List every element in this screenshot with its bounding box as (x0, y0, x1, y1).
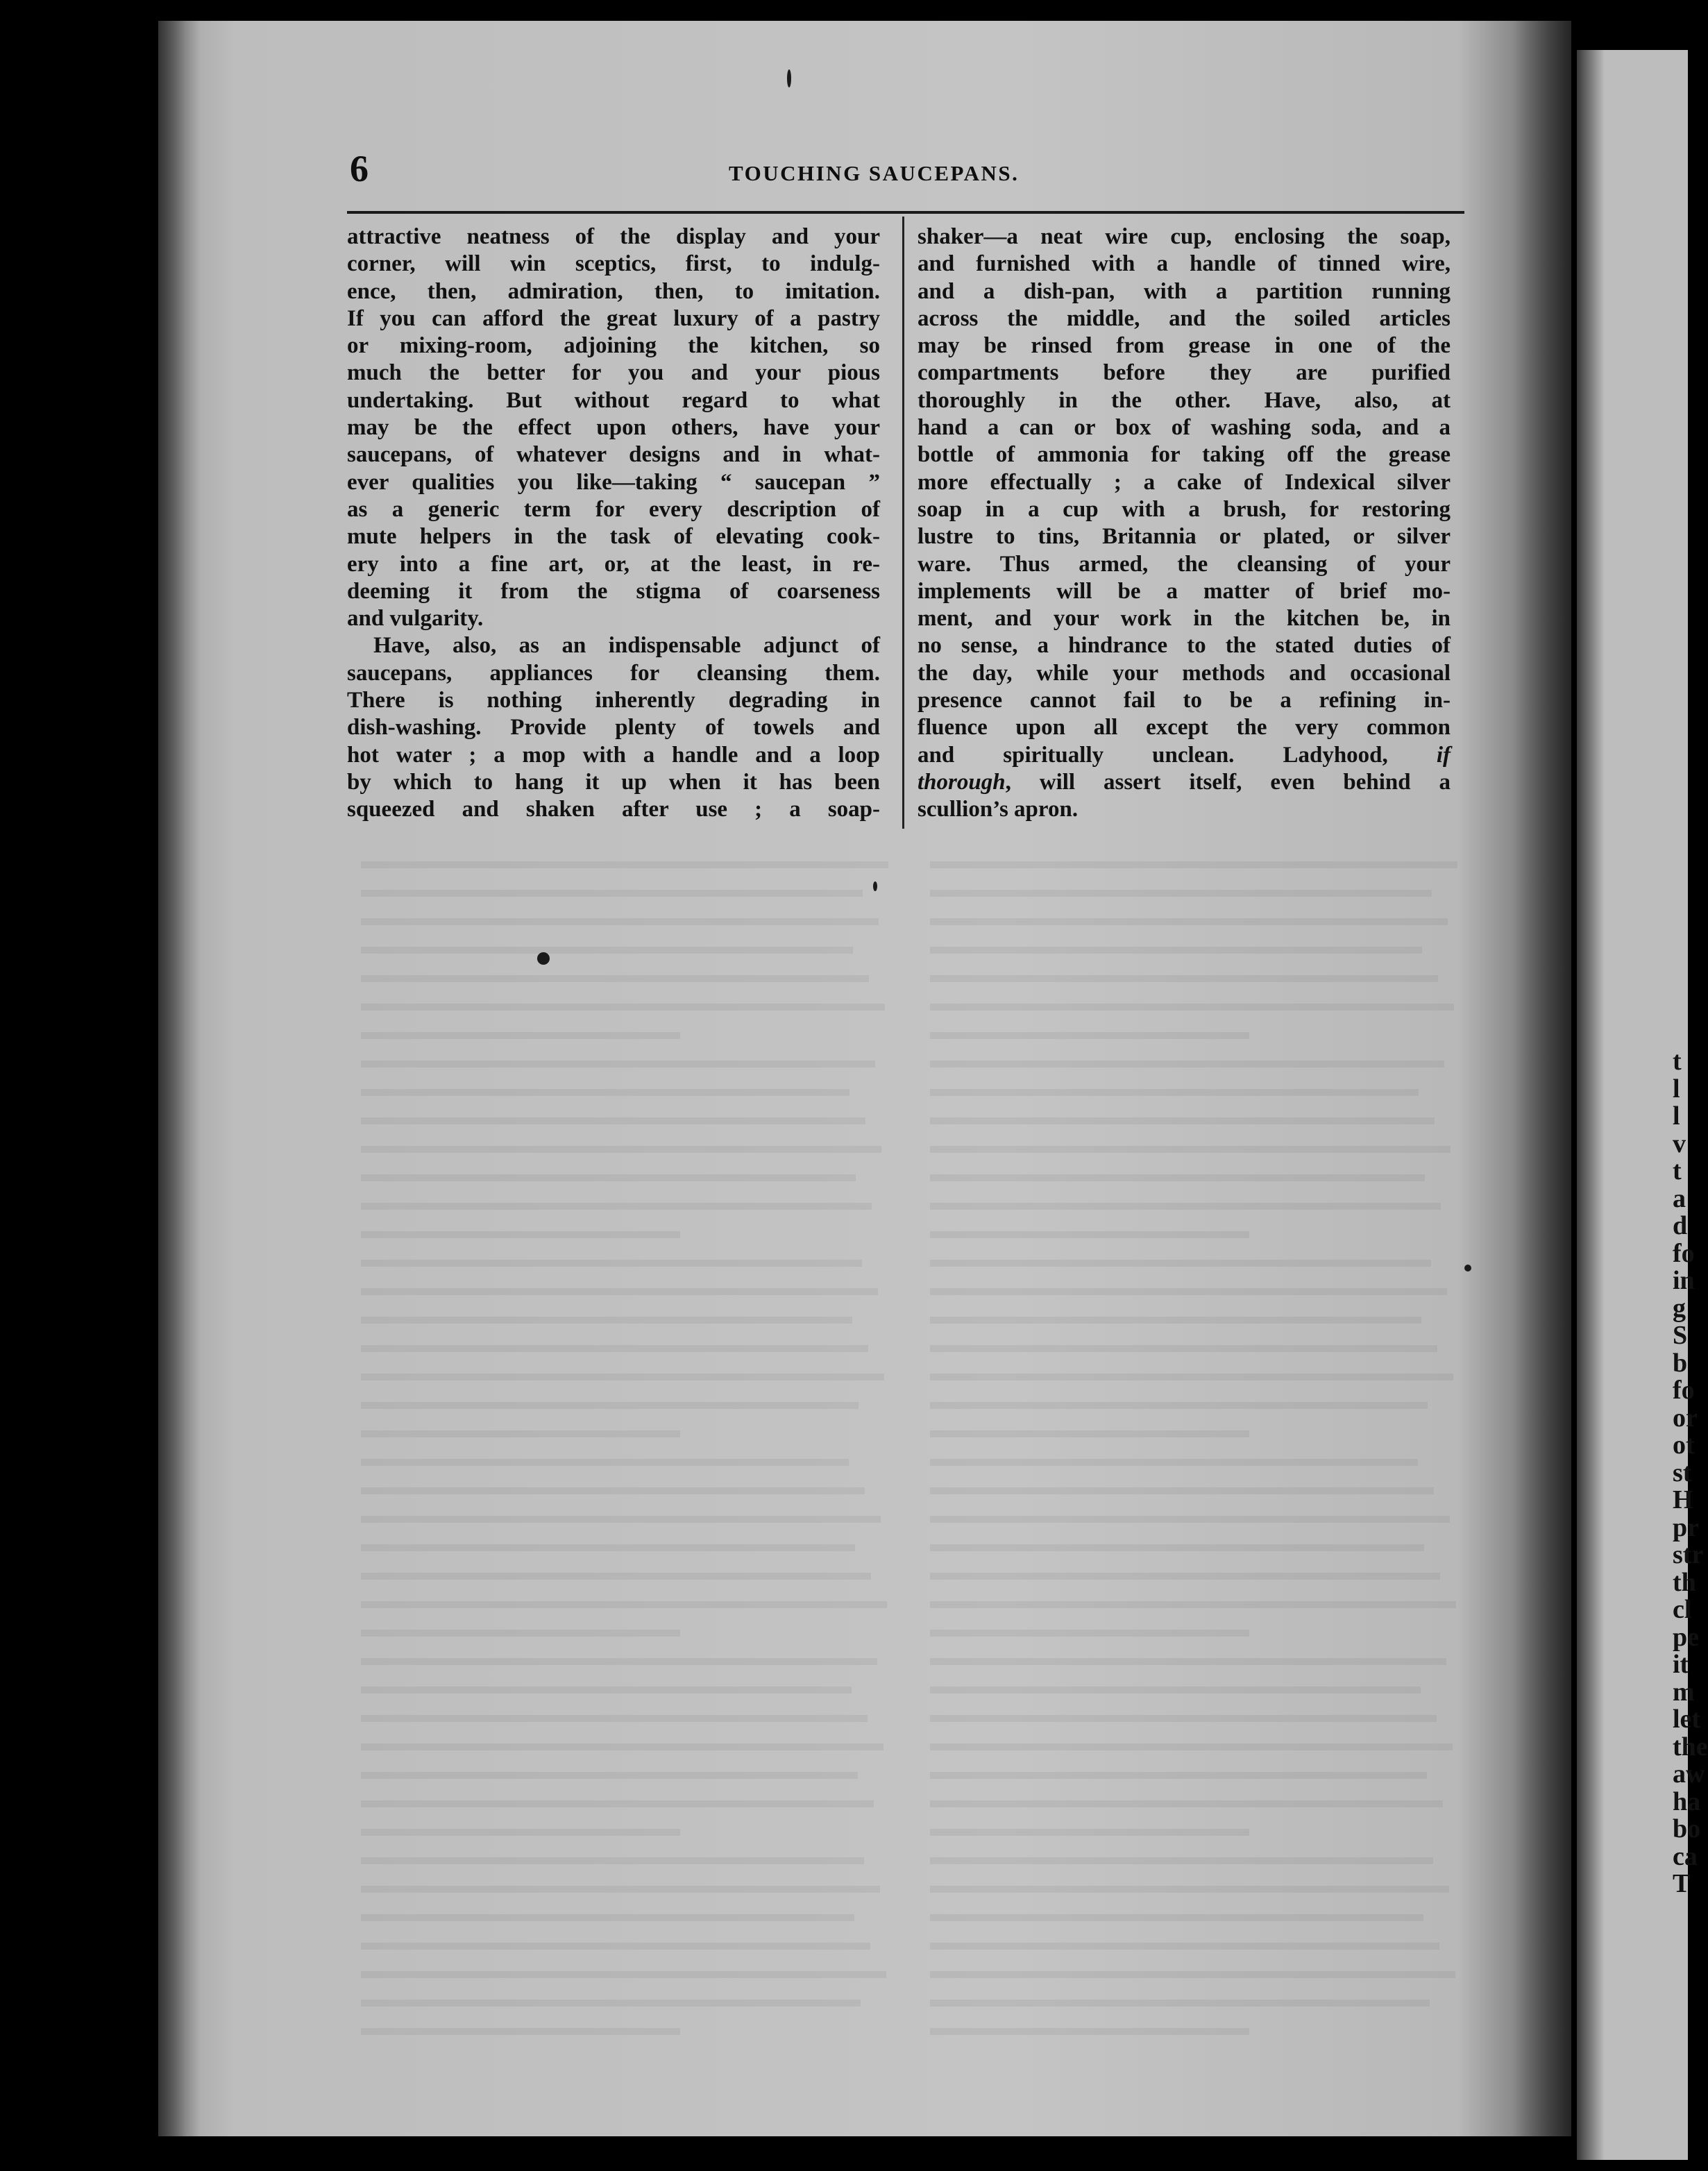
bleed-line (361, 1437, 849, 1466)
bleed-line (930, 1893, 1423, 1921)
text-line: saucepans, appliances for cleansing them. (347, 660, 880, 686)
fragment-letters: th (1673, 1567, 1696, 1597)
text-line: across the middle, and the soiled articles (918, 305, 1451, 331)
fragment-letters: ca (1673, 1841, 1698, 1871)
fragment-letters: d (1673, 1211, 1688, 1240)
text-line: ence, then, admiration, then, to imitation. (347, 278, 880, 304)
bleed-line (361, 1893, 854, 1921)
fragment-letters: m (1673, 1677, 1695, 1707)
bleed-line (361, 1665, 852, 1693)
bleed-line (930, 1551, 1440, 1580)
fragment-letters: pe (1673, 1622, 1699, 1652)
bleed-line (361, 1324, 868, 1352)
bleed-line (361, 1124, 881, 1153)
fragment-letters: l (1673, 1101, 1680, 1131)
bleed-line (361, 2007, 680, 2035)
bleed-line (930, 1807, 1249, 1836)
bleed-line (930, 1523, 1424, 1551)
bleed-line (930, 1409, 1249, 1437)
bleed-line (361, 868, 863, 897)
bleed-line (361, 1153, 856, 1181)
text-line: and furnished with a handle of tinned wire, (918, 251, 1451, 277)
fragment-letters: t (1673, 1156, 1682, 1185)
text-line: or mixing-room, adjoining the kitchen, so (347, 333, 880, 359)
text-line: scullion’s apron. (918, 797, 1079, 822)
bleed-line (361, 1608, 680, 1637)
bleed-line (361, 1067, 849, 1096)
bleed-line (930, 1722, 1453, 1750)
bleed-line (361, 1409, 680, 1437)
bleed-line (361, 897, 879, 925)
bleed-line (930, 954, 1438, 982)
bleed-line (930, 1750, 1427, 1779)
bleed-line (361, 1779, 874, 1807)
bleed-line (361, 1039, 875, 1067)
text-line-with-italic (918, 742, 1451, 769)
text-line: There is nothing inherently degrading in (347, 688, 880, 713)
fragment-letters: the (1673, 1732, 1708, 1762)
bleed-line (930, 1380, 1428, 1409)
dust-speck (787, 69, 791, 87)
bleed-line (930, 1494, 1450, 1523)
bleed-line (930, 1921, 1439, 1950)
bleed-line (361, 954, 869, 982)
bleed-line (361, 1950, 886, 1978)
text-line-with-italic (918, 769, 1451, 796)
bleed-line (930, 1011, 1249, 1039)
fragment-letters: S (1673, 1321, 1688, 1350)
bleed-line (930, 1039, 1444, 1067)
text-line: ery into a fine art, or, at the least, in re- (347, 551, 880, 577)
bleed-line (361, 1864, 880, 1893)
italic-word: if (1436, 742, 1451, 768)
page-number: 6 (350, 148, 369, 189)
bleed-through-texture (361, 840, 888, 2020)
text-line: ware. Thus armed, the cleansing of your (918, 551, 1451, 577)
text-line: mute helpers in the task of elevating cook- (347, 524, 880, 550)
text-line: corner, will win sceptics, first, to indulg- (347, 251, 880, 277)
fragment-letters: bo (1673, 1814, 1701, 1843)
text-line: the day, while your methods and occasional (918, 660, 1451, 686)
italic-word: thorough (918, 769, 1006, 795)
bleed-line (361, 1551, 871, 1580)
bleed-line (930, 2007, 1249, 2035)
bleed-line (930, 1096, 1435, 1124)
bleed-line (361, 1693, 868, 1722)
bleed-line (361, 1466, 865, 1494)
bleed-line (930, 1352, 1453, 1380)
text-line: shaker—a neat wire cup, enclosing the soap, (918, 224, 1451, 249)
page-gutter-shadow (158, 21, 200, 2136)
bleed-line (930, 1067, 1419, 1096)
text-line: compartments before they are purified (918, 360, 1451, 386)
fragment-letters: a (1673, 1183, 1686, 1213)
bleed-line (930, 982, 1454, 1011)
text-segment: , will assert itself, even behind a (1005, 769, 1451, 795)
text-line: bottle of ammonia for taking off the grease (918, 442, 1451, 468)
bleed-line (930, 1637, 1446, 1665)
fragment-letters: b (1673, 1348, 1688, 1378)
bleed-line (930, 1181, 1441, 1210)
fragment-letters: aw (1673, 1759, 1705, 1789)
fragment-letters: T (1673, 1869, 1691, 1898)
dust-speck (537, 952, 550, 965)
fragment-letters: H (1673, 1485, 1693, 1514)
text-line: attractive neatness of the display and your (347, 224, 880, 249)
bleed-line (930, 1693, 1437, 1722)
fragment-letters: fo (1673, 1238, 1695, 1268)
bleed-line (930, 1267, 1447, 1295)
bleed-line (361, 1267, 878, 1295)
bleed-line (930, 1437, 1418, 1466)
bleed-line (930, 1950, 1455, 1978)
running-title: TOUCHING SAUCEPANS. (729, 161, 1020, 185)
fragment-letters: l (1673, 1074, 1680, 1104)
bleed-line (361, 1722, 883, 1750)
right-text-column (918, 223, 1451, 824)
text-line: by which to hang it up when it has been (347, 769, 880, 795)
text-line: deeming it from the stigma of coarseness (347, 578, 880, 604)
bleed-line (361, 840, 888, 868)
bleed-line (930, 1978, 1430, 2007)
fragment-letters: v (1673, 1129, 1686, 1158)
fragment-letters: st (1673, 1458, 1692, 1487)
text-line: no sense, a hindrance to the stated duties of (918, 633, 1451, 659)
bleed-line (930, 1295, 1421, 1324)
bleed-line (361, 1807, 680, 1836)
fragment-letters: ha (1673, 1786, 1701, 1816)
header-rule (347, 211, 1464, 214)
fragment-letters: it (1673, 1650, 1689, 1679)
left-text-column (347, 223, 880, 824)
text-line: dish-washing. Provide plenty of towels and (347, 715, 880, 741)
bleed-line (361, 1580, 887, 1608)
bleed-line (930, 1153, 1425, 1181)
bleed-line (361, 1238, 862, 1267)
fragment-letters: str (1673, 1540, 1704, 1569)
bleed-line (361, 1352, 884, 1380)
text-line: soap in a cup with a brush, for restoring (918, 496, 1451, 522)
text-line: hand a can or box of washing soda, and a (918, 415, 1451, 441)
fragment-letters: let (1673, 1705, 1701, 1734)
bleed-line (361, 1210, 680, 1238)
bleed-line (930, 897, 1448, 925)
bleed-line (930, 1779, 1443, 1807)
fragment-letters: pr (1673, 1512, 1699, 1542)
text-line: much the better for you and your pious (347, 360, 880, 386)
text-line: lustre to tins, Britannia or plated, or silver (918, 524, 1451, 550)
adjacent-page-text-fragment (1673, 1047, 1708, 1898)
bleed-line (930, 1466, 1434, 1494)
bleed-line (361, 1523, 855, 1551)
bleed-line (930, 1124, 1451, 1153)
dust-speck (1464, 1265, 1471, 1272)
fragment-letters: t (1673, 1047, 1682, 1076)
bleed-through-texture (930, 840, 1457, 1950)
text-line: undertaking. But without regard to what (347, 387, 880, 413)
bleed-line (361, 1978, 861, 2007)
bleed-line (361, 925, 853, 954)
bleed-line (930, 925, 1422, 954)
bleed-line (930, 840, 1457, 868)
fragment-letters: g (1673, 1293, 1686, 1323)
bleed-line (361, 1380, 859, 1409)
text-line: may be rinsed from grease in one of the (918, 333, 1451, 359)
text-line: fluence upon all except the very common (918, 715, 1451, 741)
text-line: and a dish-pan, with a partition running (918, 278, 1451, 304)
bleed-line (361, 1096, 865, 1124)
bleed-line (361, 1921, 870, 1950)
column-divider (902, 217, 904, 829)
text-line: squeezed and shaken after use ; a soap- (347, 797, 880, 822)
text-line: Have, also, as an indispensable adjunct of (373, 633, 880, 659)
bleed-line (930, 1608, 1249, 1637)
bleed-line (930, 1238, 1431, 1267)
bleed-line (361, 1181, 872, 1210)
bleed-line (930, 1864, 1449, 1893)
fragment-letters: in (1673, 1266, 1695, 1295)
fragment-letters: fo (1673, 1376, 1695, 1405)
bleed-line (930, 1210, 1249, 1238)
bleed-line (361, 982, 885, 1011)
fragment-letters: or (1673, 1403, 1698, 1433)
text-line: saucepans, of whatever designs and in what- (347, 442, 880, 468)
text-line: ment, and your work in the kitchen be, in (918, 606, 1451, 632)
text-line: ever qualities you like—taking “ saucepan ” (347, 469, 880, 495)
text-line: as a generic term for every description of (347, 496, 880, 522)
fragment-letters: cl (1673, 1595, 1692, 1624)
text-line: hot water ; a mop with a handle and a loop (347, 742, 880, 768)
page-edge-shadow (1513, 21, 1571, 2136)
text-line: may be the effect upon others, have your (347, 415, 880, 441)
bleed-line (361, 1295, 852, 1324)
bleed-line (930, 1580, 1456, 1608)
text-line: more effectually ; a cake of Indexical silver (918, 469, 1451, 495)
bleed-line (361, 1836, 864, 1864)
text-line: thoroughly in the other. Have, also, at (918, 387, 1451, 413)
text-segment: and spiritually unclean. Ladyhood, (918, 742, 1388, 768)
text-line: If you can afford the great luxury of a pastry (347, 305, 880, 331)
bleed-line (361, 1011, 680, 1039)
bleed-line (361, 1637, 877, 1665)
adjacent-page-shadow (1577, 50, 1605, 2160)
text-line: and vulgarity. (347, 606, 484, 632)
bleed-line (361, 1750, 858, 1779)
bleed-line (930, 1665, 1421, 1693)
dust-speck (873, 881, 877, 891)
bleed-line (930, 1836, 1433, 1864)
text-line: presence cannot fail to be a refining in- (918, 688, 1451, 713)
text-line: implements will be a matter of brief mo- (918, 578, 1451, 604)
bleed-line (930, 1324, 1437, 1352)
bleed-line (930, 868, 1432, 897)
fragment-letters: ot (1673, 1430, 1695, 1460)
bleed-line (361, 1494, 881, 1523)
